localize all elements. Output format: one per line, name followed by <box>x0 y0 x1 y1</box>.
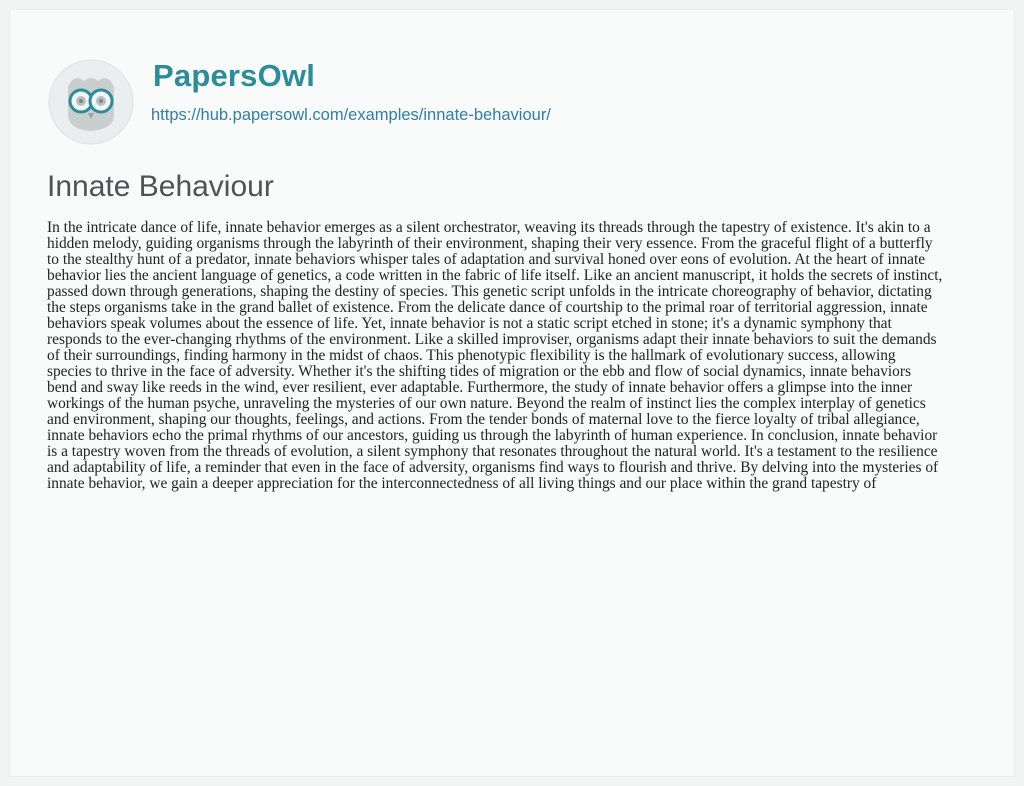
owl-logo-icon <box>46 57 136 147</box>
body-line: innate behavior, we gain a deeper appreciation for the interconnectedness of all living things and our place within the grand tapestry of <box>47 475 877 492</box>
body-line: and environment, shaping our thoughts, feelings, and actions. From the tender bonds of maternal love to the fierce loyalty of tribal allegiance, <box>47 411 920 428</box>
brand-name: PapersOwl <box>153 58 316 93</box>
body-line: behaviors speak volumes about the essence of life. Yet, innate behavior is not a static script etched in stone; it's a dynamic symphony that <box>47 315 892 332</box>
body-line: workings of the human psyche, unraveling the mysteries of our own nature. Beyond the realm of instinct lies the complex interplay of genetics <box>47 395 926 412</box>
body-line: bend and sway like reeds in the wind, ever resilient, ever adaptable. Furthermore, the study of innate behavior offers a glimpse into the inner <box>47 379 913 396</box>
body-line: behavior lies the ancient language of genetics, a code written in the fabric of life itself. Like an ancient manuscript, it holds the secrets of instinct, <box>47 267 943 284</box>
source-url-link[interactable]: https://hub.papersowl.com/examples/innate-behaviour/ <box>151 106 551 124</box>
body-line: is a tapestry woven from the threads of evolution, a silent symphony that resonates throughout the natural world. It's a testament to the resilience <box>47 443 938 460</box>
body-line: to the stealthy hunt of a predator, innate behaviors whisper tales of adaptation and survival honed over eons of evolution. At the heart of innate <box>47 251 926 268</box>
body-line: innate behaviors echo the primal rhythms of our ancestors, guiding us through the labyrinth of human experience. In conclusion, innate behavior <box>47 427 938 444</box>
body-line: passed down through generations, shaping the destiny of species. This genetic script unfolds in the intricate choreography of behavior, dictating <box>47 283 932 300</box>
body-line: and adaptability of life, a reminder that even in the face of adversity, organisms find ways to flourish and thrive. By delving into the mysteries of <box>47 459 939 476</box>
body-line: In the intricate dance of life, innate behavior emerges as a silent orchestrator, weaving its threads through the tapestry of existence. It's akin to a <box>47 219 931 236</box>
body-line: of their surroundings, finding harmony in the midst of chaos. This phenotypic flexibility is the hallmark of evolutionary success, allowing <box>47 347 896 364</box>
document-body <box>47 220 1011 492</box>
body-line: responds to the ever-changing rhythms of the environment. Like a skilled improviser, organisms adapt their innate behaviors to suit the demands <box>47 331 937 348</box>
body-line: the steps organisms take in the grand ballet of existence. From the delicate dance of courtship to the primal roar of territorial aggression, innate <box>47 299 928 316</box>
body-line: hidden melody, guiding organisms through the labyrinth of their environment, shaping their very essence. From the graceful flight of a butterfly <box>47 235 933 252</box>
body-line: species to thrive in the face of adversity. Whether it's the shifting tides of migration or the ebb and flow of social dynamics, innate behaviors <box>47 363 911 380</box>
document-title: Innate Behaviour <box>47 170 274 203</box>
